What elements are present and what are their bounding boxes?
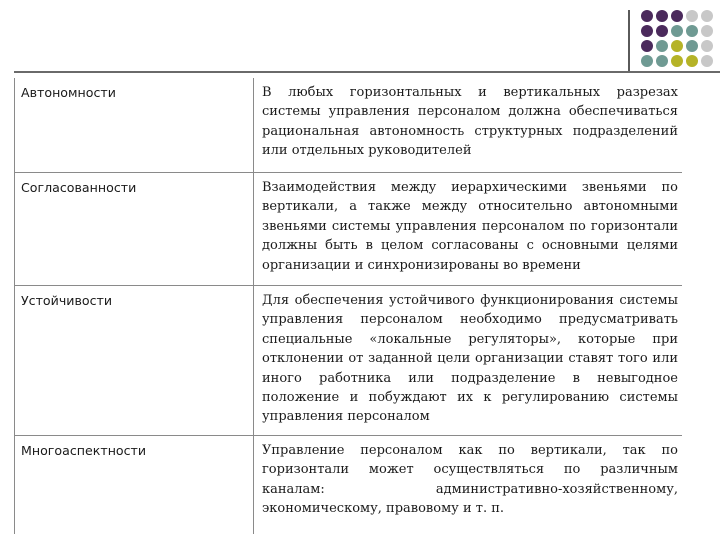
table-row [15, 436, 683, 535]
table-row [15, 173, 683, 286]
decor-dot [671, 25, 683, 37]
decor-dot [671, 55, 683, 67]
decor-dot [701, 55, 713, 67]
principle-term: Устойчивости [15, 286, 254, 436]
decor-dot [641, 10, 653, 22]
decor-dot [641, 55, 653, 67]
decor-dot [686, 10, 698, 22]
principle-description: Управление персоналом как по вертикали, так по горизонтали может осуществляться по различным каналам: административно-хозяйственному, экономическому, правовому и т. п. [262, 443, 678, 517]
table-row [15, 286, 683, 436]
decor-dot [641, 40, 653, 52]
decor-horizontal-line [14, 71, 720, 73]
decor-dot [656, 25, 668, 37]
decor-dot [641, 25, 653, 37]
principle-term: Автономности [15, 78, 254, 173]
decor-dot [671, 40, 683, 52]
principle-description: В любых горизонтальных и вертикальных разрезах системы управления персоналом должна обеспечиваться рациональная автономность структурных подразделений или отдельных руководителей [254, 78, 683, 173]
decor-dot [701, 40, 713, 52]
decor-dot [701, 10, 713, 22]
decor-dot [656, 10, 668, 22]
decor-dot [686, 25, 698, 37]
decor-dot-grid [641, 10, 717, 76]
principle-term: Согласованности [15, 173, 254, 286]
table-row [15, 78, 683, 173]
decor-dot [656, 40, 668, 52]
principles-table [14, 78, 682, 534]
decor-vertical-line [628, 10, 630, 72]
decor-dot [686, 55, 698, 67]
decor-dot [671, 10, 683, 22]
decor-dot [701, 25, 713, 37]
principle-term: Многоаспектности [15, 436, 254, 535]
principle-description: Для обеспечения устойчивого функционирования системы управления персоналом необходимо предусматривать специальные «локальные регуляторы», которые при отклонении от заданной цели организации ставят того или иного работника или подразделение в невыгодное положение и побуждают их к регулированию системы управления персоналом [254, 286, 683, 436]
principle-description: Взаимодействия между иерархическими звеньями по вертикали, а также между относительно автономными звеньями системы управления персоналом по горизонтали должны быть в целом согласованы с основными целями организации и синхронизированы во времени [254, 173, 683, 286]
decor-dot [656, 55, 668, 67]
decor-dot [686, 40, 698, 52]
